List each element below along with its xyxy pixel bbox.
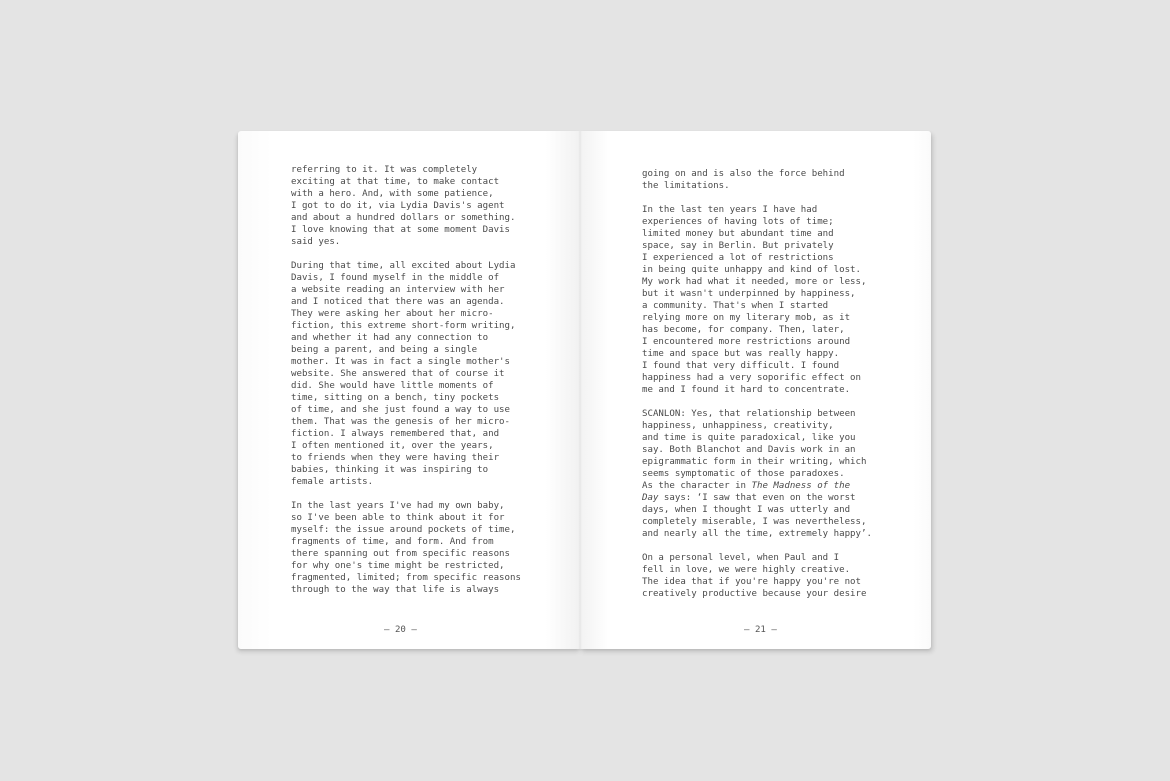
text-line: fell in love, we were highly creative. — [642, 565, 851, 575]
text-line: I got to do it, via Lydia Davis's agent — [291, 201, 505, 211]
text-line: referring to it. It was completely — [291, 165, 478, 175]
text-line: Day says: ‘I saw that even on the worst — [642, 493, 856, 503]
page-number-right: — 21 — — [744, 625, 777, 635]
paragraph — [642, 168, 904, 192]
text-line: being a parent, and being a single — [291, 345, 478, 355]
text-line: exciting at that time, to make contact — [291, 177, 500, 187]
text-line: creatively productive because your desire — [642, 589, 867, 599]
text-line: happiness, unhappiness, creativity, — [642, 421, 834, 431]
text-line: During that time, all excited about Lydia — [291, 261, 516, 271]
text-line: space, say in Berlin. But privately — [642, 241, 834, 251]
text-line: I love knowing that at some moment Davis — [291, 225, 510, 235]
text-line: there spanning out from specific reasons — [291, 549, 510, 559]
text-line: and I noticed that there was an agenda. — [291, 297, 505, 307]
text-line: has become, for company. Then, later, — [642, 325, 845, 335]
text-line: I found that very difficult. I found — [642, 361, 840, 371]
text-line: experiences of having lots of time; — [642, 217, 834, 227]
text-line: mother. It was in fact a single mother's — [291, 357, 510, 367]
text-line: and whether it had any connection to — [291, 333, 489, 343]
text-line: SCANLON: Yes, that relationship between — [642, 409, 856, 419]
text-line: days, when I thought I was utterly and — [642, 505, 851, 515]
open-book — [238, 131, 932, 653]
text-line: and time is quite paradoxical, like you — [642, 433, 856, 443]
text-line: of time, and she just found a way to use — [291, 405, 510, 415]
text-line: fiction. I always remembered that, and — [291, 429, 500, 439]
text-line: epigrammatic form in their writing, which — [642, 457, 867, 467]
text-line: My work had what it needed, more or less, — [642, 277, 867, 287]
text-line: going on and is also the force behind — [642, 169, 845, 179]
text-line: for why one's time might be restricted, — [291, 561, 505, 571]
text-line: and nearly all the time, extremely happy’. — [642, 529, 872, 539]
text-line: fragmented, limited; from specific reasons — [291, 573, 521, 583]
text-line: myself: the issue around pockets of time, — [291, 525, 516, 535]
paragraph — [291, 164, 541, 248]
text-line: babies, thinking it was inspiring to — [291, 465, 489, 475]
text-line: website. She answered that of course it — [291, 369, 505, 379]
text-line: relying more on my literary mob, as it — [642, 313, 851, 323]
text-line: through to the way that life is always — [291, 585, 500, 595]
text-line: As the character in The Madness of the — [642, 481, 851, 491]
paragraph — [642, 408, 904, 540]
text-line: said yes. — [291, 237, 341, 247]
text-line: with a hero. And, with some patience, — [291, 189, 494, 199]
text-line: fragments of time, and form. And from — [291, 537, 494, 547]
text-line: the limitations. — [642, 181, 730, 191]
text-line: I experienced a lot of restrictions — [642, 253, 834, 263]
text-line: In the last years I've had my own baby, — [291, 501, 505, 511]
text-line: to friends when they were having their — [291, 453, 500, 463]
text-line: seems symptomatic of those paradoxes. — [642, 469, 845, 479]
right-page-text — [642, 168, 904, 612]
page-number-left: — 20 — — [384, 625, 417, 635]
text-line: limited money but abundant time and — [642, 229, 834, 239]
text-line: I encountered more restrictions around — [642, 337, 851, 347]
text-line: happiness had a very soporific effect on — [642, 373, 861, 383]
text-line: Davis, I found myself in the middle of — [291, 273, 500, 283]
text-line: time, sitting on a bench, tiny pockets — [291, 393, 500, 403]
text-line: say. Both Blanchot and Davis work in an — [642, 445, 856, 455]
text-line: completely miserable, I was nevertheless, — [642, 517, 867, 527]
right-page — [580, 131, 931, 649]
text-line: in being quite unhappy and kind of lost. — [642, 265, 861, 275]
text-line: did. She would have little moments of — [291, 381, 494, 391]
text-line: In the last ten years I have had — [642, 205, 818, 215]
text-line: They were asking her about her micro- — [291, 309, 494, 319]
text-line: but it wasn't underpinned by happiness, — [642, 289, 856, 299]
paragraph — [291, 260, 541, 488]
text-line: I often mentioned it, over the years, — [291, 441, 494, 451]
text-line: me and I found it hard to concentrate. — [642, 385, 851, 395]
left-page-text — [291, 164, 541, 608]
text-line: and about a hundred dollars or something. — [291, 213, 516, 223]
paragraph — [642, 204, 904, 396]
paragraph — [642, 552, 904, 600]
text-line: them. That was the genesis of her micro- — [291, 417, 510, 427]
text-line: so I've been able to think about it for — [291, 513, 505, 523]
left-page — [238, 131, 580, 649]
text-line: female artists. — [291, 477, 374, 487]
text-line: On a personal level, when Paul and I — [642, 553, 840, 563]
paragraph — [291, 500, 541, 596]
book-gutter — [578, 131, 582, 649]
text-line: time and space but was really happy. — [642, 349, 840, 359]
text-line: The idea that if you're happy you're not — [642, 577, 861, 587]
text-line: a website reading an interview with her — [291, 285, 505, 295]
text-line: fiction, this extreme short-form writing, — [291, 321, 516, 331]
text-line: a community. That's when I started — [642, 301, 829, 311]
